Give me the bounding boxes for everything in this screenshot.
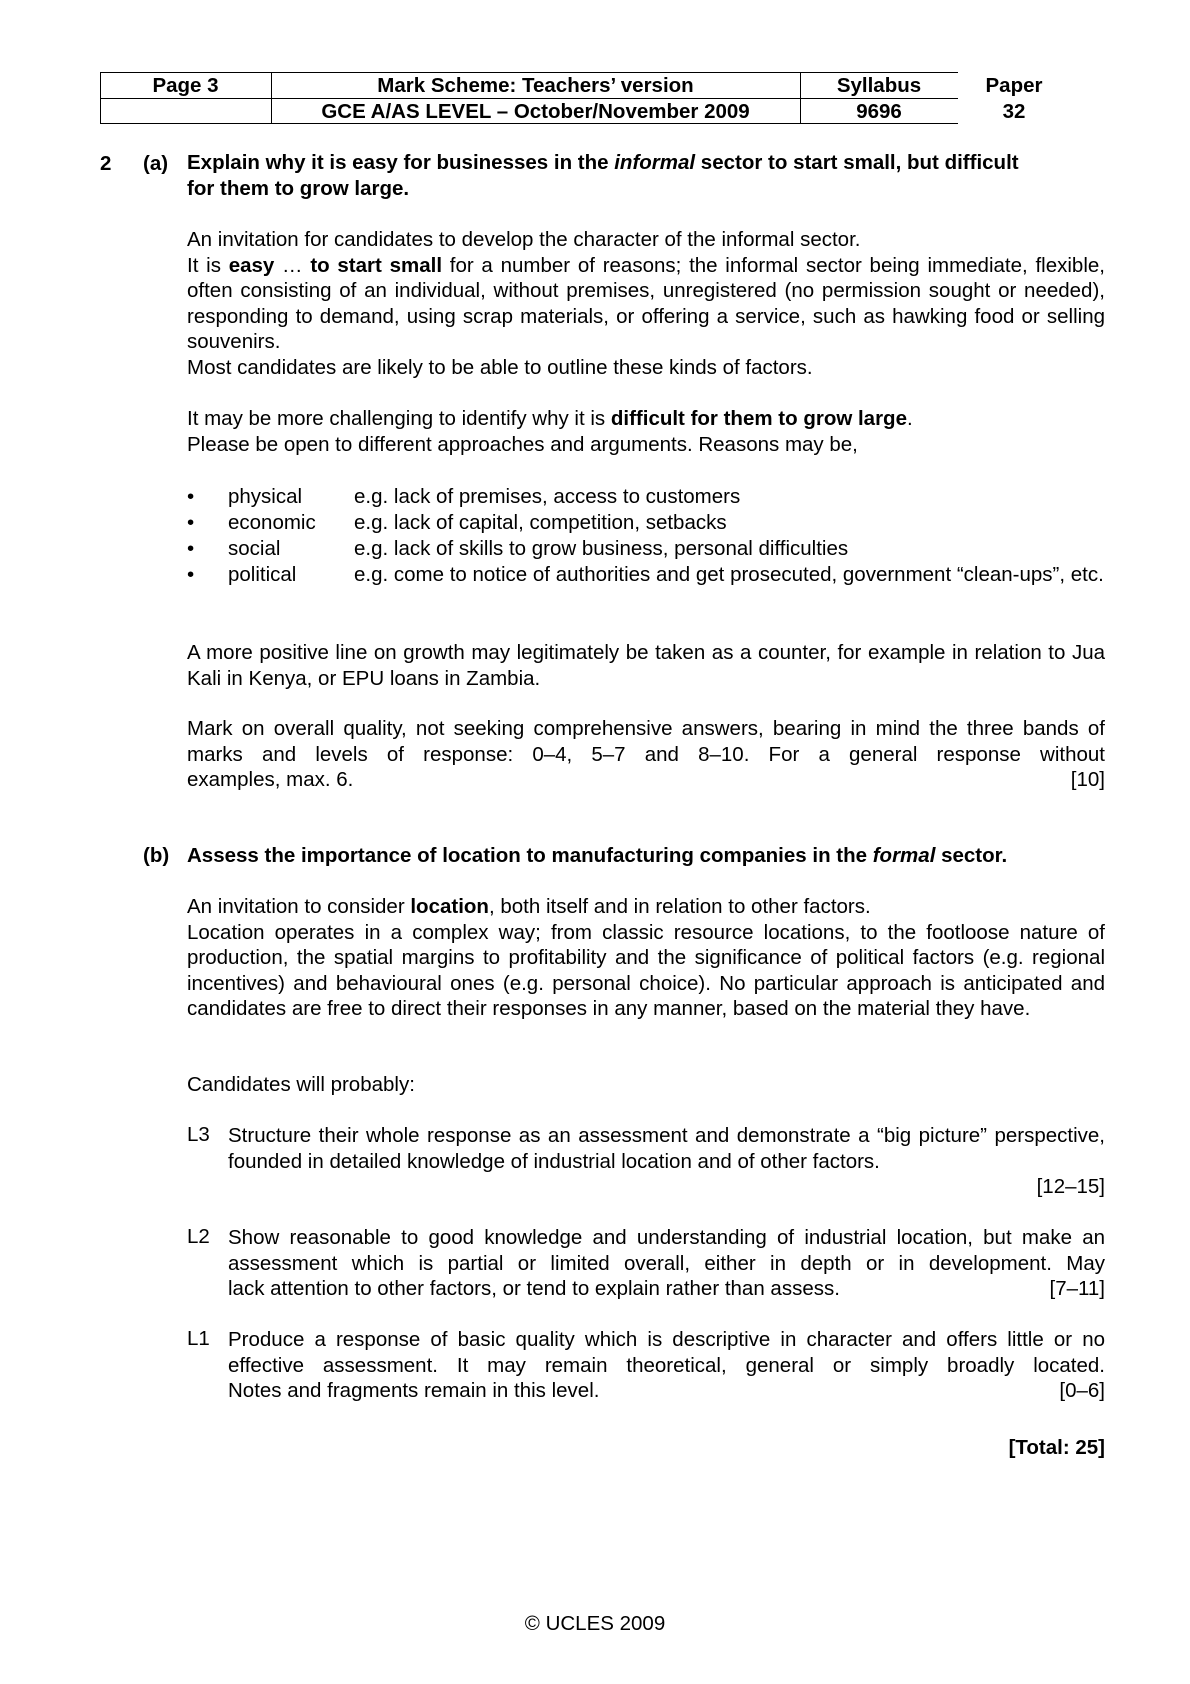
prompt-emphasis: formal [872, 844, 936, 867]
part-b-prompt: Assess the importance of location to manufacturing companies in the formal sector. [187, 844, 1008, 867]
syllabus-code: 9696 [856, 100, 902, 123]
bullet-icon: • [187, 537, 195, 560]
list-item: • political e.g. come to notice of authorities and get prosecuted, government “clean-ups”, etc. [187, 563, 1104, 586]
syllabus-label: Syllabus [836, 74, 922, 97]
level-item: L3 Structure their whole response as an assessment and demonstrate a “big picture” perspective, founded in detailed knowledge of industrial location and of other factors. [12–15] [187, 1123, 1105, 1198]
level-marks: [0–6] [1059, 1379, 1105, 1402]
level-marks: [7–11] [1049, 1277, 1105, 1300]
part-a-paragraph-3: A more positive line on growth may legitimately be taken as a counter, for example in relation to Jua Kali in Kenya, or EPU loans in Zambia. [187, 641, 1105, 690]
part-b-paragraph-1: An invitation to consider location, both itself and in relation to other factors. Location operates in a complex way; from classic resource locations, to the footloose nature of production, the spatial margins to profitability and the significance of political factors (e.g. regional incentives) and behavioural ones (e.g. personal choice). No particular approach is anticipated and candidates are free to direct their responses in any manner, based on the material they have. [187, 895, 1105, 1020]
bullet-icon: • [187, 511, 195, 534]
list-item: • economic e.g. lack of capital, competition, setbacks [187, 511, 727, 534]
level-marks: [12–15] [1036, 1175, 1105, 1198]
part-b-paragraph-2: Candidates will probably: [187, 1073, 415, 1096]
part-a-prompt: Explain why it is easy for businesses in the informal sector to start small, but difficult for them to grow large. [187, 151, 1019, 200]
part-b-label: (b) [143, 844, 170, 867]
part-a-label: (a) [143, 152, 169, 175]
page-number: Page 3 [152, 74, 219, 97]
part-a-marks: [10] [1070, 768, 1105, 791]
part-a-paragraph-1: An invitation for candidates to develop the character of the informal sector. It is easy … to start small for a number of reasons; the informal sector being immediate, flexible, often consisting of an individual, without premises, unregistered (no permission sought or needed), responding to demand, using scrap materials, or offering a service, such as hawking food or selling souvenirs. Most candidates are likely to be able to outline these kinds of factors. [187, 228, 1105, 379]
level-item: L2 Show reasonable to good knowledge and understanding of industrial location, but make an assessment which is partial or limited overall, either in depth or in development. May lack attention to other factors, or tend to explain rather than assess. [7–11] [187, 1225, 1105, 1300]
header-table [100, 72, 1043, 124]
part-a-paragraph-4: Mark on overall quality, not seeking comprehensive answers, bearing in mind the three bands of marks and levels of response: 0–4, 5–7 and 8–10. For a general response without examples, max. 6. [10] [187, 717, 1105, 791]
list-item: • physical e.g. lack of premises, access to customers [187, 485, 741, 508]
exam-session: GCE A/AS LEVEL – October/November 2009 [321, 100, 750, 123]
part-a-paragraph-2: It may be more challenging to identify why it is difficult for them to grow large. Please be open to different approaches and arguments. Reasons may be, [187, 407, 913, 456]
bullet-icon: • [187, 563, 195, 586]
mark-scheme-title: Mark Scheme: Teachers’ version [377, 74, 694, 97]
paper-number: 32 [1002, 100, 1026, 123]
prompt-emphasis: informal [614, 151, 696, 174]
question-number: 2 [100, 152, 112, 175]
paper-label: Paper [985, 74, 1043, 97]
footer-copyright: © UCLES 2009 [524, 1612, 666, 1635]
total-marks: [Total: 25] [1008, 1436, 1105, 1459]
level-item: L1 Produce a response of basic quality which is descriptive in character and offers little or no effective assessment. It may remain theoretical, general or simply broadly located. Notes and fragments remain in this level. [0–6] [187, 1327, 1105, 1402]
bullet-icon: • [187, 485, 195, 508]
list-item: • social e.g. lack of skills to grow business, personal difficulties [187, 537, 849, 560]
